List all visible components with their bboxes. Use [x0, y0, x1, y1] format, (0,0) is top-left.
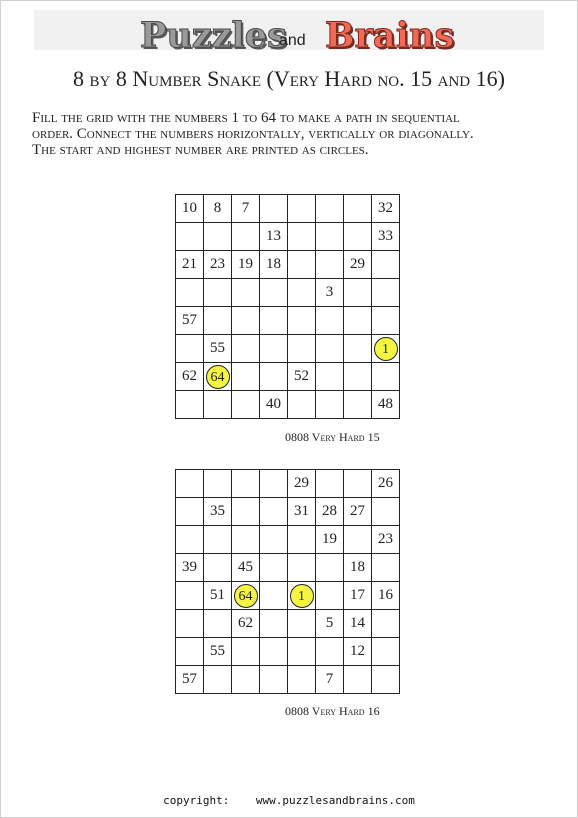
grid-cell[interactable] [260, 526, 288, 554]
grid-cell[interactable] [288, 610, 316, 638]
copyright-url[interactable]: www.puzzlesandbrains.com [255, 794, 415, 807]
grid-cell[interactable]: 55 [204, 335, 232, 363]
grid-cell[interactable]: 7 [232, 195, 260, 223]
instruction-line: The start and highest number are printed as circles. [32, 142, 369, 158]
grid-cell[interactable] [260, 498, 288, 526]
grid-row [176, 195, 400, 223]
grid-cell[interactable] [372, 335, 400, 363]
instruction-line: order. Connect the numbers horizontally, vertically or diagonally. [32, 126, 474, 142]
grid-cell[interactable] [232, 666, 260, 694]
grid-cell[interactable]: 16 [372, 582, 400, 610]
logo-puzzles: Puzzles [140, 15, 287, 56]
grid-cell[interactable] [176, 610, 204, 638]
grid-cell[interactable] [372, 279, 400, 307]
grid-cell[interactable]: 45 [232, 554, 260, 582]
grid-cell[interactable] [288, 335, 316, 363]
grid-cell[interactable]: 35 [204, 498, 232, 526]
grid-cell[interactable] [260, 335, 288, 363]
grid-cell[interactable] [260, 666, 288, 694]
grid-row [176, 279, 400, 307]
grid-cell[interactable]: 26 [372, 470, 400, 498]
grid-cell[interactable] [232, 391, 260, 419]
grid-cell[interactable] [204, 279, 232, 307]
grid-cell[interactable] [288, 638, 316, 666]
grid-cell[interactable] [288, 582, 316, 610]
grid-cell[interactable]: 12 [344, 638, 372, 666]
grid-cell[interactable]: 7 [316, 666, 344, 694]
grid-cell[interactable] [204, 470, 232, 498]
grid-cell[interactable] [176, 526, 204, 554]
grid-cell[interactable] [288, 223, 316, 251]
grid-cell[interactable] [344, 195, 372, 223]
grid-cell[interactable]: 32 [372, 195, 400, 223]
grid-cell[interactable] [288, 195, 316, 223]
grid-cell[interactable] [344, 279, 372, 307]
grid-cell[interactable] [344, 335, 372, 363]
grid-cell[interactable] [232, 470, 260, 498]
grid-cell[interactable] [344, 307, 372, 335]
grid-cell[interactable] [316, 195, 344, 223]
grid-cell[interactable] [288, 554, 316, 582]
grid-cell[interactable]: 5 [316, 610, 344, 638]
grid-cell[interactable] [372, 251, 400, 279]
grid-cell[interactable]: 18 [260, 251, 288, 279]
grid-cell[interactable]: 51 [204, 582, 232, 610]
grid-cell[interactable] [344, 470, 372, 498]
start-circle: 1 [374, 337, 398, 361]
grid-cell[interactable]: 48 [372, 391, 400, 419]
grid-cell[interactable] [204, 391, 232, 419]
grid-cell[interactable]: 57 [176, 307, 204, 335]
grid-cell[interactable] [232, 223, 260, 251]
grid-row [176, 223, 400, 251]
grid-cell[interactable]: 39 [176, 554, 204, 582]
grid-cell[interactable] [260, 279, 288, 307]
end-circle: 64 [206, 365, 230, 389]
grid-cell[interactable] [288, 251, 316, 279]
grid-cell[interactable]: 14 [344, 610, 372, 638]
grid-cell[interactable] [372, 666, 400, 694]
grid-cell[interactable] [204, 666, 232, 694]
grid-cell[interactable] [344, 223, 372, 251]
grid-cell[interactable] [204, 554, 232, 582]
grid-row [176, 526, 400, 554]
grid-cell[interactable] [176, 638, 204, 666]
grid-cell[interactable] [316, 638, 344, 666]
grid-cell[interactable]: 29 [344, 251, 372, 279]
grid-cell[interactable] [344, 391, 372, 419]
grid-cell[interactable] [260, 582, 288, 610]
grid-cell[interactable] [288, 391, 316, 419]
grid-cell[interactable] [316, 307, 344, 335]
puzzle-caption-15: 0808 Very Hard 15 [285, 430, 380, 444]
grid-cell[interactable]: 18 [344, 554, 372, 582]
logo-brains: Brains [325, 15, 455, 56]
instruction-line: Fill the grid with the numbers 1 to 64 to make a path in sequential [32, 110, 460, 126]
grid-cell[interactable]: 62 [176, 363, 204, 391]
page-title: 8 by 8 Number Snake (Very Hard no. 15 and 16) [73, 66, 505, 91]
puzzle-grid-15 [175, 194, 400, 419]
copyright [0, 794, 578, 807]
grid-cell[interactable] [232, 638, 260, 666]
copyright-label: copyright: [163, 794, 230, 807]
grid-cell[interactable] [176, 279, 204, 307]
puzzle-caption-16: 0808 Very Hard 16 [285, 704, 380, 718]
grid-cell[interactable]: 19 [316, 526, 344, 554]
grid-cell[interactable] [204, 526, 232, 554]
grid-row [176, 638, 400, 666]
grid-cell[interactable] [232, 335, 260, 363]
start-circle: 1 [290, 584, 314, 608]
grid-cell[interactable]: 55 [204, 638, 232, 666]
grid-row [176, 554, 400, 582]
grid-cell[interactable] [316, 582, 344, 610]
grid-cell[interactable] [260, 638, 288, 666]
grid-cell[interactable]: 19 [232, 251, 260, 279]
grid-cell[interactable]: 28 [316, 498, 344, 526]
grid-cell[interactable] [372, 498, 400, 526]
grid-cell[interactable] [176, 335, 204, 363]
grid-cell[interactable]: 33 [372, 223, 400, 251]
grid-row [176, 251, 400, 279]
grid-cell[interactable] [204, 307, 232, 335]
grid-cell[interactable] [316, 223, 344, 251]
grid-row [176, 498, 400, 526]
grid-cell[interactable]: 52 [288, 363, 316, 391]
grid-cell[interactable]: 57 [176, 666, 204, 694]
grid-cell[interactable] [316, 363, 344, 391]
grid-row [176, 391, 400, 419]
grid-cell[interactable] [176, 470, 204, 498]
grid-cell[interactable] [344, 363, 372, 391]
grid-cell[interactable] [372, 363, 400, 391]
grid-cell[interactable] [176, 498, 204, 526]
grid-cell[interactable] [260, 554, 288, 582]
grid-cell[interactable]: 8 [204, 195, 232, 223]
grid-row [176, 582, 400, 610]
grid-cell[interactable] [260, 363, 288, 391]
grid-cell[interactable] [372, 307, 400, 335]
grid-cell[interactable]: 27 [344, 498, 372, 526]
grid-cell[interactable] [288, 307, 316, 335]
grid-cell[interactable] [316, 335, 344, 363]
instructions [32, 110, 552, 158]
grid-cell[interactable] [176, 391, 204, 419]
grid-cell[interactable] [372, 610, 400, 638]
grid-row [176, 666, 400, 694]
grid-cell[interactable] [316, 554, 344, 582]
grid-cell[interactable] [260, 195, 288, 223]
grid-cell[interactable] [372, 638, 400, 666]
logo-and: and [279, 32, 306, 49]
puzzle-grid-16 [175, 469, 400, 694]
grid-cell[interactable]: 23 [204, 251, 232, 279]
grid-cell[interactable] [316, 470, 344, 498]
grid-cell[interactable] [344, 666, 372, 694]
grid-cell[interactable]: 10 [176, 195, 204, 223]
grid-cell[interactable]: 23 [372, 526, 400, 554]
grid-cell[interactable]: 17 [344, 582, 372, 610]
end-circle: 64 [234, 584, 258, 608]
grid-row [176, 470, 400, 498]
grid-cell[interactable] [232, 307, 260, 335]
grid-cell[interactable] [260, 307, 288, 335]
grid-cell[interactable] [176, 223, 204, 251]
grid-cell[interactable] [288, 526, 316, 554]
grid-row [176, 363, 400, 391]
grid-cell[interactable]: 40 [260, 391, 288, 419]
grid-cell[interactable] [232, 526, 260, 554]
grid-cell[interactable]: 31 [288, 498, 316, 526]
grid-cell[interactable] [372, 554, 400, 582]
grid-cell[interactable] [204, 363, 232, 391]
grid-cell[interactable] [316, 251, 344, 279]
grid-cell[interactable] [204, 223, 232, 251]
grid-cell[interactable] [204, 610, 232, 638]
grid-row [176, 307, 400, 335]
grid-cell[interactable] [176, 582, 204, 610]
grid-cell[interactable]: 3 [316, 279, 344, 307]
grid-cell[interactable] [232, 363, 260, 391]
logo-banner [34, 10, 544, 56]
grid-cell[interactable] [288, 666, 316, 694]
grid-cell[interactable]: 62 [232, 610, 260, 638]
grid-cell[interactable] [260, 610, 288, 638]
grid-row [176, 610, 400, 638]
grid-cell[interactable] [288, 279, 316, 307]
grid-cell[interactable] [260, 470, 288, 498]
grid-cell[interactable] [232, 279, 260, 307]
grid-cell[interactable]: 29 [288, 470, 316, 498]
grid-cell[interactable] [232, 498, 260, 526]
grid-row [176, 335, 400, 363]
grid-cell[interactable] [344, 526, 372, 554]
grid-cell[interactable]: 13 [260, 223, 288, 251]
grid-cell[interactable] [316, 391, 344, 419]
grid-cell[interactable] [232, 582, 260, 610]
grid-cell[interactable]: 21 [176, 251, 204, 279]
